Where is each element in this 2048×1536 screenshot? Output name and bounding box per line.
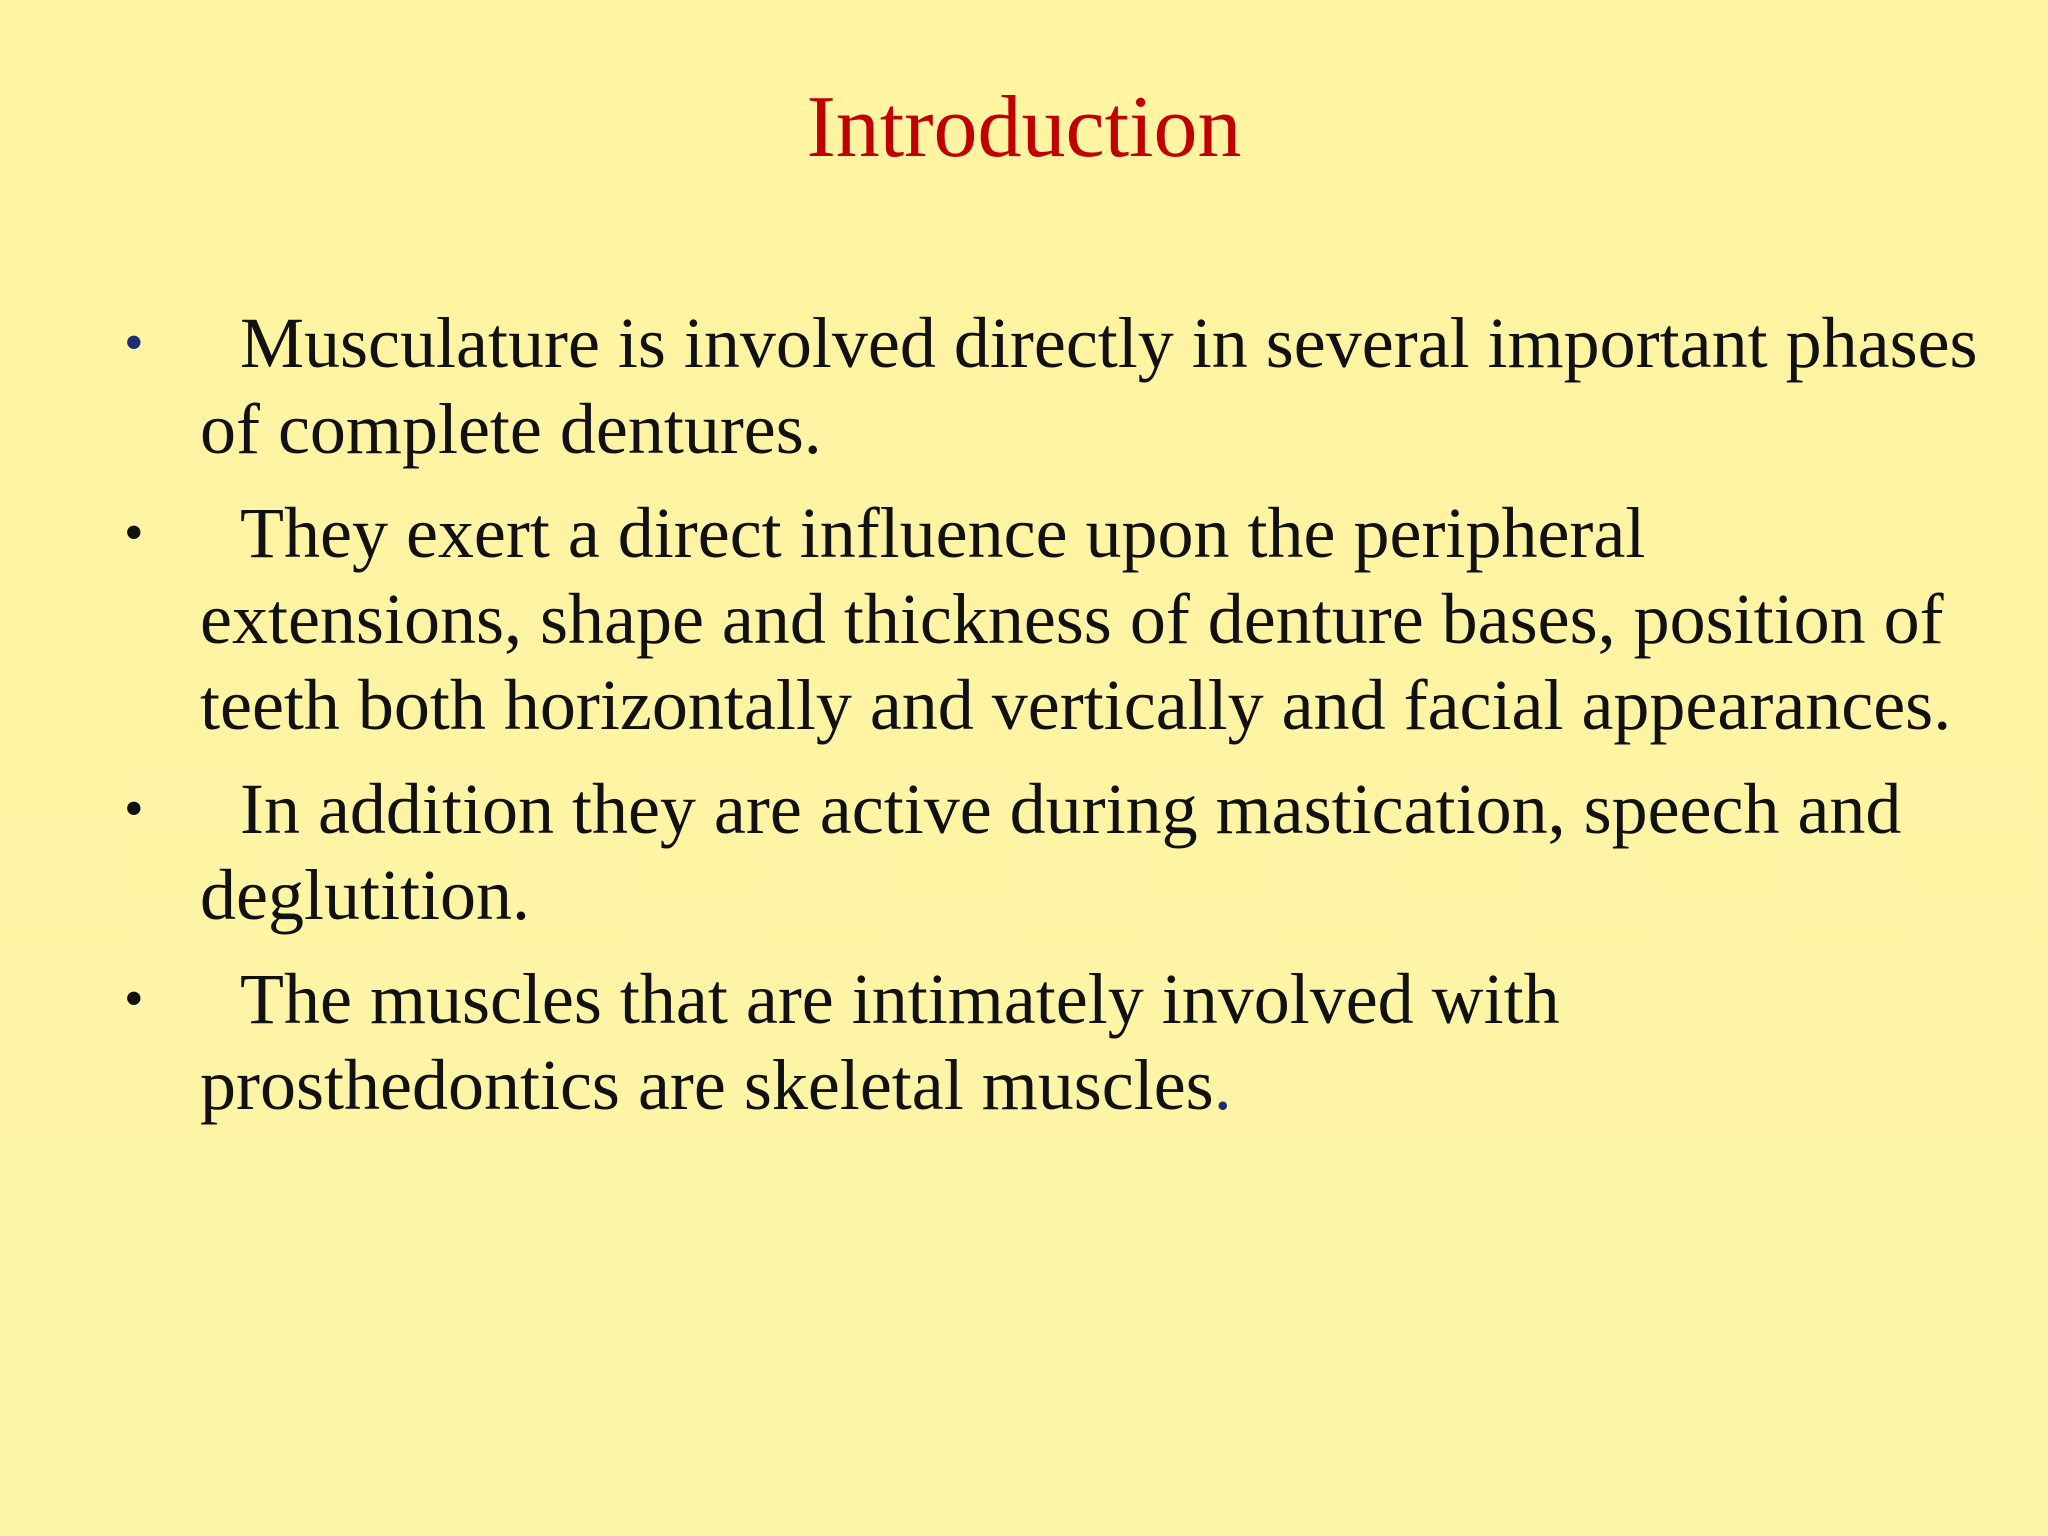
bullet-icon: • xyxy=(124,502,144,564)
bullet-text xyxy=(200,956,1980,1128)
bullet-icon: • xyxy=(124,778,144,840)
bullet-list xyxy=(120,300,1980,1146)
bullet-text: They exert a direct influence upon the peripheral extensions, shape and thickness of denture bases, position of teeth both horizontally and vertically and facial appearances. xyxy=(200,493,1952,745)
bullet-text-body: The muscles that are intimately involved with prosthedontics are skeletal muscles xyxy=(200,959,1560,1125)
bullet-item-1 xyxy=(120,300,1980,472)
bullet-icon: • xyxy=(124,968,144,1030)
bullet-item-2 xyxy=(120,490,1980,748)
slide-title: Introduction xyxy=(806,79,1242,176)
bullet-icon: • xyxy=(124,312,144,374)
bullet-trailing-period: . xyxy=(1213,1045,1232,1125)
bullet-item-3 xyxy=(120,766,1980,938)
bullet-text: In addition they are active during mastication, speech and deglutition. xyxy=(200,769,1902,935)
bullet-text: Musculature is involved directly in several important phases of complete dentures. xyxy=(200,303,1978,469)
bullet-item-4 xyxy=(120,956,1980,1128)
